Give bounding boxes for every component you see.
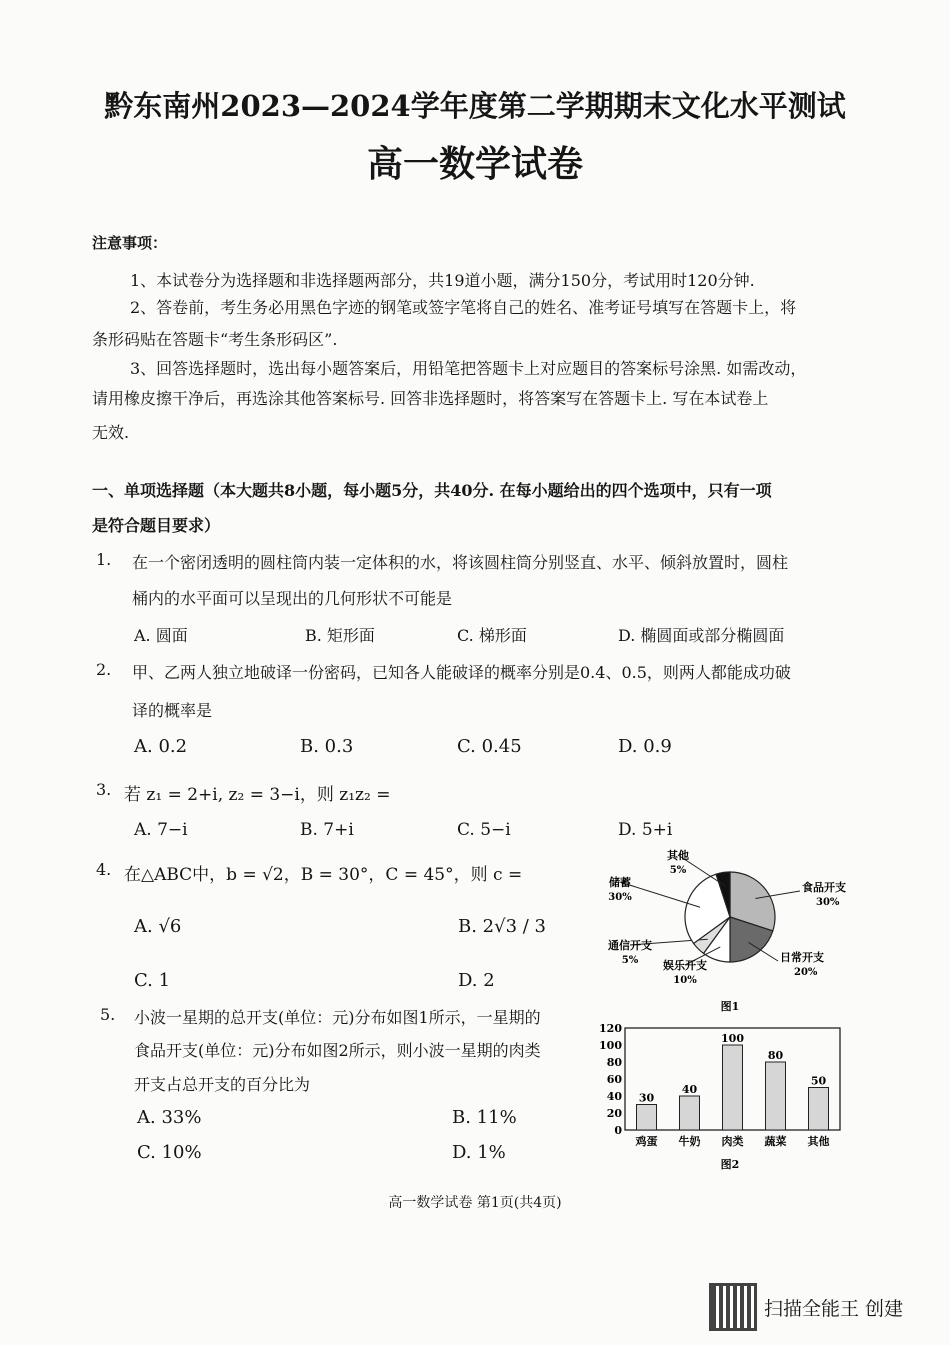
bar: [723, 1045, 743, 1130]
pie-value: 5%: [621, 955, 639, 966]
option-c: C. 0.45: [457, 736, 522, 757]
option-d: D. 1%: [452, 1142, 506, 1163]
y-tick-label: 80: [606, 1056, 622, 1069]
option-c: C. 梯形面: [457, 626, 527, 645]
y-tick-label: 0: [614, 1124, 622, 1137]
note-line: 无效.: [92, 423, 130, 442]
option-a: A. 7−i: [134, 820, 188, 840]
qr-code-icon: [712, 1286, 754, 1328]
question-text: 开支占总开支的百分比为: [134, 1075, 311, 1094]
y-tick-label: 100: [599, 1039, 622, 1052]
section-heading: 一、单项选择题（本大题共8小题，每小题5分，共40分. 在每小题给出的四个选项中，只有一项: [92, 481, 772, 500]
x-tick-label: 肉类: [721, 1135, 744, 1148]
bar-value-label: 40: [681, 1083, 698, 1096]
option-c: C. 1: [134, 970, 171, 991]
pie-value: 10%: [673, 975, 697, 986]
exam-title: 黔东南州2023—2024学年度第二学期期末文化水平测试: [104, 89, 846, 123]
pie-label: 其他: [667, 849, 689, 862]
option-b: B. 2√3 / 3: [458, 916, 547, 937]
bar: [680, 1096, 700, 1130]
question-number: 3.: [96, 780, 112, 799]
question-text: 甲、乙两人独立地破译一份密码，已知各人能破译的概率分别是0.4、0.5，则两人都能成功破: [132, 663, 791, 682]
pie-chart-figure1: [590, 845, 850, 1015]
page-footer: 高一数学试卷 第1页(共4页): [388, 1195, 562, 1211]
pie-value: 30%: [816, 897, 840, 908]
bar-chart-figure2: [590, 1018, 850, 1173]
section-heading-cont: 是符合题目要求）: [92, 516, 221, 535]
option-b: B. 矩形面: [305, 626, 375, 645]
note-line: 2、答卷前，考生务必用黑色字迹的钢笔或签字笔将自己的姓名、准考证号填写在答题卡上，将: [130, 298, 797, 317]
option-d: D. 5+i: [618, 820, 673, 840]
pie-label: 娱乐开支: [663, 959, 707, 972]
notes-heading: 注意事项：: [92, 234, 168, 252]
x-tick-label: 鸡蛋: [635, 1135, 658, 1148]
option-a: A. 33%: [137, 1107, 202, 1128]
bar-value-label: 100: [721, 1032, 744, 1045]
x-tick-label: 牛奶: [678, 1135, 701, 1148]
bar: [766, 1062, 786, 1130]
question-number: 4.: [96, 860, 112, 879]
pie-label: 通信开支: [608, 939, 652, 952]
bar: [809, 1088, 829, 1131]
question-number: 1.: [96, 550, 112, 569]
scanner-watermark: 扫描全能王 创建: [764, 1298, 904, 1320]
pie-value: 30%: [608, 892, 632, 903]
option-d: D. 2: [458, 970, 495, 991]
question-text: 食品开支(单位：元)分布如图2所示，则小波一星期的肉类: [134, 1041, 541, 1060]
option-a: A. √6: [134, 916, 182, 937]
option-a: A. 0.2: [134, 736, 188, 757]
question-number: 2.: [96, 660, 112, 679]
pie-label: 食品开支: [802, 881, 846, 894]
bar-value-label: 50: [810, 1074, 827, 1088]
y-tick-label: 20: [606, 1107, 622, 1120]
option-d: D. 0.9: [618, 736, 672, 757]
y-tick-label: 60: [606, 1073, 622, 1086]
pie-value: 5%: [669, 865, 687, 876]
bar-caption: 图2: [720, 1158, 740, 1171]
question-text: 在一个密闭透明的圆柱筒内装一定体积的水，将该圆柱筒分别竖直、水平、倾斜放置时，圆柱: [132, 553, 789, 572]
pie-label: 储蓄: [609, 876, 631, 889]
question-text: 小波一星期的总开支(单位：元)分布如图1所示，一星期的: [134, 1008, 541, 1027]
bar-value-label: 80: [767, 1049, 784, 1062]
y-tick-label: 120: [599, 1022, 622, 1035]
note-line: 3、回答选择题时，选出每小题答案后，用铅笔把答题卡上对应题目的答案标号涂黑. 如需改动，: [130, 359, 807, 378]
option-b: B. 11%: [452, 1107, 517, 1128]
note-line: 条形码贴在答题卡“考生条形码区”.: [92, 330, 338, 349]
note-line: 请用橡皮擦干净后，再选涂其他答案标号. 回答非选择题时，将答案写在答题卡上. 写在本试卷上: [92, 389, 769, 408]
note-line: 1、本试卷分为选择题和非选择题两部分，共19道小题，满分150分，考试用时120分钟.: [130, 271, 755, 290]
x-tick-label: 其他: [807, 1135, 830, 1148]
question-number: 5.: [100, 1005, 116, 1024]
question-text: 译的概率是: [132, 701, 213, 720]
question-text: 桶内的水平面可以呈现出的几何形状不可能是: [132, 589, 453, 608]
y-tick-label: 40: [606, 1090, 622, 1103]
option-d: D. 椭圆面或部分椭圆面: [618, 626, 785, 645]
option-b: B. 7+i: [300, 820, 354, 840]
option-c: C. 5−i: [457, 820, 511, 840]
pie-leader-line: [620, 882, 700, 907]
question-text: 在△ABC中，b = √2，B = 30°，C = 45°，则 c =: [124, 865, 523, 885]
x-tick-label: 蔬菜: [764, 1135, 787, 1148]
pie-label: 日常开支: [780, 951, 824, 964]
bar: [637, 1105, 657, 1131]
option-b: B. 0.3: [300, 736, 354, 757]
pie-value: 20%: [794, 967, 818, 978]
option-a: A. 圆面: [134, 626, 188, 645]
question-text: 若 z₁ = 2+i, z₂ = 3−i，则 z₁z₂ =: [124, 785, 391, 805]
option-c: C. 10%: [137, 1142, 202, 1163]
exam-subtitle: 高一数学试卷: [366, 143, 583, 185]
pie-caption: 图1: [720, 1000, 740, 1013]
bar-value-label: 30: [638, 1091, 655, 1105]
